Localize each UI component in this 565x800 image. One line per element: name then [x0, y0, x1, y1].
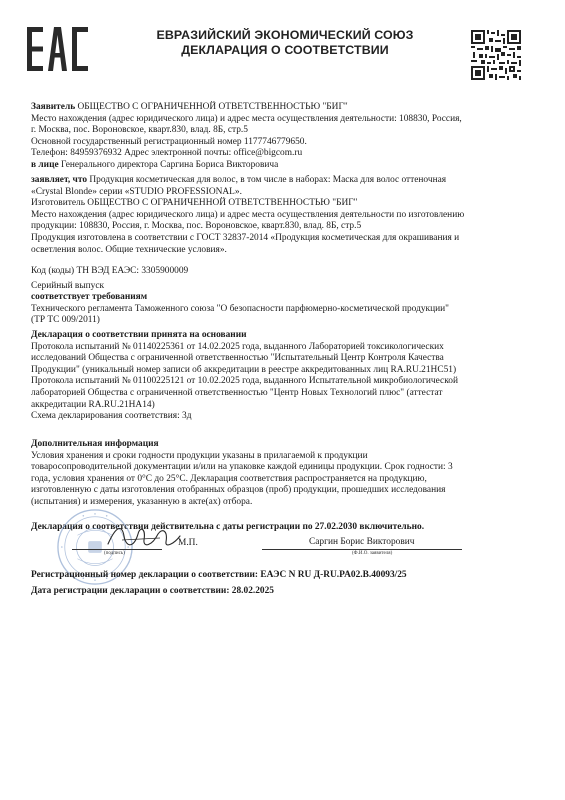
- applicant-label: Заявитель: [31, 102, 76, 112]
- codes-section: [31, 266, 539, 327]
- eac-logo: [27, 27, 89, 71]
- basis-line: аккредитации RA.RU.21НА14): [31, 399, 155, 410]
- scheme-line: Схема декларирования соответствия: 3д: [31, 411, 192, 422]
- signature-line: [72, 549, 162, 550]
- manufacturer-address-2: продукции: 108830, Россия, г. Москва, пос. Вороновское, кварт.830, влад. 8Б, стр.5: [31, 221, 362, 232]
- applicant-address-1: Место нахождения (адрес юридического лица) и адрес места осуществления деятельности: 108830, Россия,: [31, 113, 462, 124]
- signer-name: Саргин Борис Викторович: [309, 537, 415, 547]
- requirements-label: соответствует требованиям: [31, 292, 148, 303]
- basis-line: лабораторией Общества с ограниченной ответственностью "Центр Новых Технологий плюс" (аттестат: [31, 387, 443, 398]
- additional-info-line: (испытания) и измерения, указанную в акте(ах) отбора.: [31, 496, 253, 507]
- basis-section: [31, 330, 539, 423]
- additional-info-line: Условия хранения и сроки годности продукции указаны в прилагаемой к продукции: [31, 450, 368, 461]
- basis-label: Декларация о соответствии принята на основании: [31, 330, 247, 340]
- requirements-line-1: Технического регламента Таможенного союза "О безопасности парфюмерно-косметической продукции": [31, 303, 449, 314]
- applicant-section: [31, 102, 539, 172]
- additional-info-line: изготовленную с даты изготовления отобранных образцов (проб) продукции, прошедших исследования: [31, 485, 446, 496]
- header-union-title: ЕВРАЗИЙСКИЙ ЭКОНОМИЧЕСКИЙ СОЮЗ: [156, 28, 414, 42]
- document-header: [120, 28, 450, 58]
- manufacturer-name: Изготовитель ОБЩЕСТВО С ОГРАНИЧЕННОЙ ОТВЕТСТВЕННОСТЬЮ "БИГ": [31, 198, 358, 209]
- validity-text: Декларация о соответствии действительна с даты регистрации по 27.02.2030 включительно.: [31, 522, 425, 532]
- basis-line: Продукции" (уникальный номер записи об аккредитации в реестре аккредитованных лиц RA.RU.21НС51): [31, 364, 457, 375]
- basis-line: Протокола испытаний № 01100225121 от 10.02.2025 года, выданного Испытательной микробиологической: [31, 376, 458, 387]
- manufacturer-address-1: Место нахождения (адрес юридического лица) и адрес места осуществления деятельности по изготовлению: [31, 209, 465, 220]
- applicant-person: Генерального директора Саргина Бориса Викторовича: [60, 159, 279, 170]
- gost-line-1: Продукция изготовлена в соответствии с ГОСТ 32837-2014 «Продукция косметическая для окрашивания и: [31, 232, 460, 243]
- gost-line-2: осветления волос. Общие технические условия».: [31, 244, 227, 255]
- serial-release: Серийный выпуск: [31, 280, 105, 291]
- additional-info-section: [31, 439, 539, 509]
- registration-date: Дата регистрации декларации о соответствии: 28.02.2025: [31, 585, 274, 596]
- signature-caption: (подпись): [104, 551, 125, 556]
- declares-label: заявляет, что: [31, 175, 88, 185]
- seal-mark: М.П.: [178, 538, 198, 548]
- applicant-ogrn: Основной государственный регистрационный номер 1177746779650.: [31, 136, 307, 147]
- basis-line: Протокола испытаний № 01140225361 от 14.02.2025 года, выданного Лабораторией токсикологических: [31, 341, 444, 352]
- applicant-contacts: Телефон: 84959376932 Адрес электронной почты: office@bigcom.ru: [31, 148, 303, 159]
- product-description-1: Продукция косметическая для волос, в том числе в наборах: Маска для волос оттеночная: [89, 175, 447, 185]
- signer-name-line: [262, 549, 462, 550]
- signer-caption: (Ф.И.О. заявителя): [352, 551, 393, 556]
- product-section: [31, 175, 539, 256]
- requirements-line-2: (ТР ТС 009/2011): [31, 315, 100, 326]
- basis-line: исследований Общества с ограниченной ответственностью "Испытательный Центр Контроля Качества: [31, 353, 444, 364]
- person-label: в лице: [31, 159, 59, 170]
- registration-section: [31, 570, 539, 597]
- registration-number: Регистрационный номер декларации о соответствии: ЕАЭС N RU Д-RU.PA02.В.40093/25: [31, 570, 407, 580]
- additional-info-line: года, условия хранения от 0°С до 25°С. Декларация соответствия распространяется на продукцию,: [31, 473, 427, 484]
- qr-code: [471, 30, 521, 80]
- header-document-title: ДЕКЛАРАЦИЯ О СООТВЕТСТВИИ: [181, 43, 389, 57]
- additional-info-line: товаросопроводительной документации и/или на упаковке каждой единицы продукции. Срок годности: 3: [31, 462, 453, 473]
- applicant-name: ОБЩЕСТВО С ОГРАНИЧЕННОЙ ОТВЕТСТВЕННОСТЬЮ "БИГ": [77, 102, 348, 112]
- applicant-address-2: г. Москва, пос. Вороновское, кварт.830, влад. 8Б, стр.5: [31, 125, 248, 136]
- tn-ved-code: Код (коды) ТН ВЭД ЕАЭС: 3305900009: [31, 266, 189, 276]
- product-description-2: «Crystal Blonde» серии «STUDIO PROFESSIONAL».: [31, 186, 242, 197]
- additional-info-label: Дополнительная информация: [31, 439, 159, 449]
